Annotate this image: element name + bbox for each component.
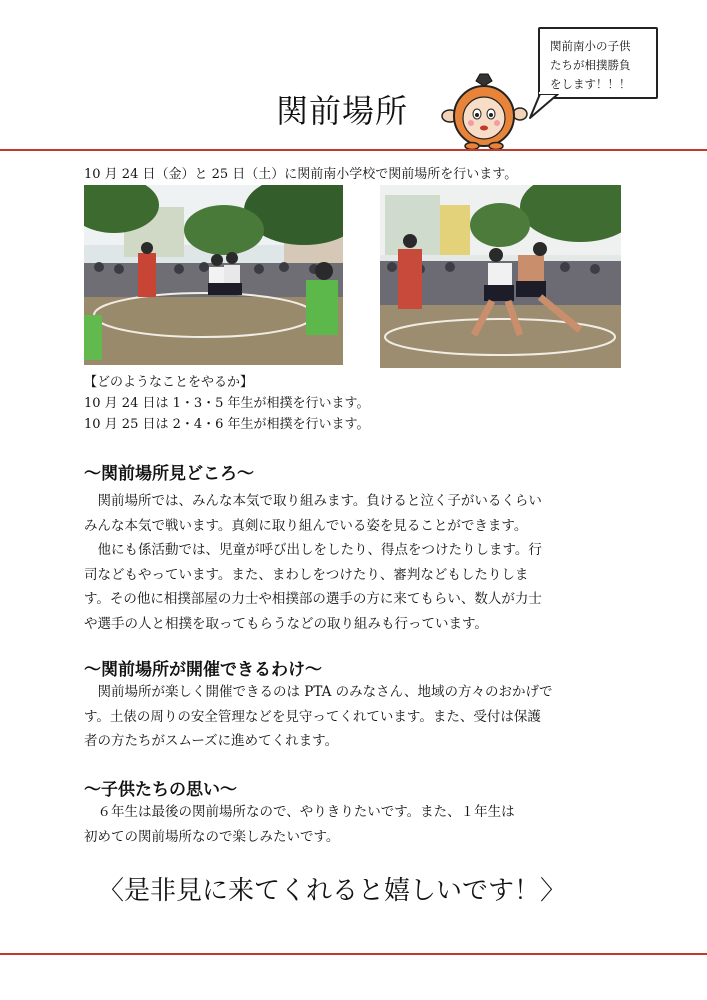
body-line: みんな本気で戦います。真剣に取り組んでいる姿を見ることができます。 [84, 517, 528, 534]
sumo-match-photo-right [380, 185, 639, 368]
intro-text: 10 月 24 日（金）と 25 日（土）に関前南小学校で関前場所を行います。 [84, 167, 518, 182]
section-heading-reason: ～関前場所が開催できるわけ～ [84, 660, 322, 680]
closing-message: 〈是非見に来てくれると嬉しいです！〉 [98, 876, 567, 906]
body-line: ６年生は最後の関前場所なので、やりきりたいです。また、１年生は [84, 804, 515, 820]
section-heading-thoughts: ～子供たちの思い～ [84, 780, 237, 800]
speech-bubble-tail [526, 92, 566, 122]
schedule-line: 10 月 24 日は 1・3・5 年生が相撲を行います。 [84, 396, 370, 411]
schedule-block [84, 372, 370, 435]
section-body-reason [84, 680, 553, 754]
schedule-line: 10 月 25 日は 2・4・6 年生が相撲を行います。 [84, 417, 370, 432]
sumo-mascot-icon [440, 72, 528, 150]
body-line: 他にも係活動では、児童が呼び出しをしたり、得点をつけたりします。行 [84, 542, 542, 558]
speech-bubble-line: 関前南小の子供 [550, 39, 631, 53]
body-line: 者の方たちがスムーズに進めてくれます。 [84, 733, 339, 749]
speech-bubble-line: たちが相撲勝負 [550, 58, 631, 72]
footer-divider [0, 953, 707, 955]
sumo-match-photo-left [84, 185, 343, 365]
body-line: 初めての関前場所なので楽しみたいです。 [84, 828, 340, 845]
speech-bubble [538, 27, 658, 99]
body-line: 関前場所では、みんな本気で取り組みます。負けると泣く子がいるくらい [84, 493, 542, 509]
body-line: や選手の人と相撲を取ってもらうなどの取り組みも行っています。 [84, 615, 488, 632]
section-body-thoughts [84, 800, 515, 849]
schedule-heading: 【どのようなことをやるか】 [84, 375, 254, 390]
body-line: 司などもやっています。また、まわしをつけたり、審判などもしたりしま [84, 566, 529, 583]
body-line: 関前場所が楽しく開催できるのは PTA のみなさん、地域の方々のおかげで [84, 684, 553, 700]
speech-bubble-line: をします！！！ [550, 77, 631, 91]
section-body-highlights [84, 489, 542, 636]
section-heading-highlights: ～関前場所見どころ～ [84, 464, 254, 484]
header-divider [0, 149, 707, 151]
body-line: す。土俵の周りの安全管理などを見守ってくれています。また、受付は保護 [84, 708, 541, 725]
body-line: す。その他に相撲部屋の力士や相撲部の選手の方に来てもらい、数人が力士 [84, 591, 542, 607]
page-title: 関前場所 [275, 92, 408, 130]
